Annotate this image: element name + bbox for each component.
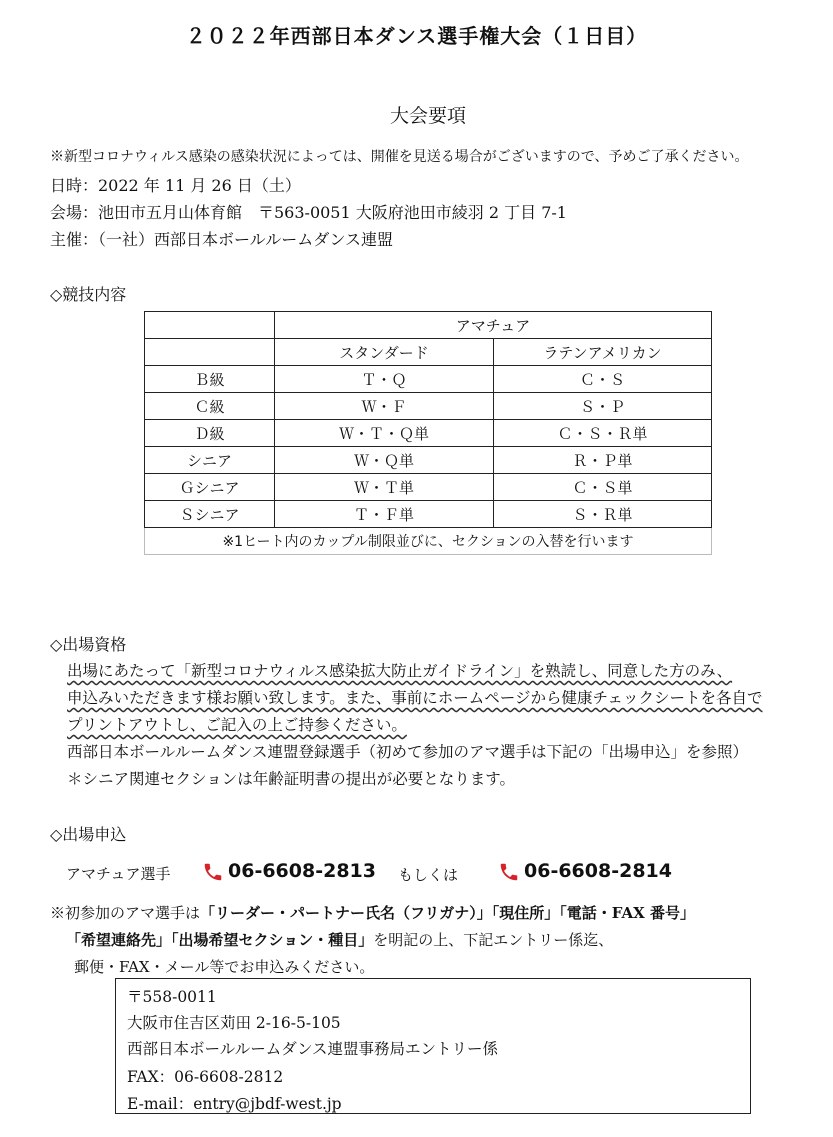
latin-cell: Ｃ・Ｓ単	[494, 474, 712, 501]
competition-heading: ◇競技内容	[50, 285, 127, 304]
standard-header-cell: スタンダード	[275, 339, 494, 366]
table-note: ※1ヒート内のカップル制限並びに、セクションの入替を行います	[145, 528, 712, 555]
standard-cell: Ｔ・Ｆ単	[275, 501, 494, 528]
requirements-suffix: を明記の上、下記エントリー係迄、	[373, 931, 614, 949]
event-venue: 会場：池田市五月山体育館 〒563-0051 大阪府池田市綾羽 2 丁目 7-1	[50, 203, 567, 222]
class-cell: Ｇシニア	[145, 474, 275, 501]
page-subtitle: 大会要項	[389, 105, 466, 127]
address-box	[115, 978, 751, 1114]
latin-cell: Ｓ・Ｒ単	[494, 501, 712, 528]
table-header-row	[145, 312, 712, 339]
group-header-cell: アマチュア	[275, 312, 712, 339]
requirements-prefix: ※初参加のアマ選手は	[50, 904, 201, 922]
standard-cell: Ｗ・Ｔ・Ｑ単	[275, 420, 494, 447]
covid-notice: ※新型コロナウィルス感染の感染状況によっては、開催を見送る場合がございますので、予めご了承ください。	[50, 149, 749, 165]
table-row	[145, 501, 712, 528]
eligibility-line-3: プリントアウトし、ご記入の上ご持参ください。	[67, 716, 407, 734]
table-row	[145, 393, 712, 420]
event-organizer: 主催：（一社）西部日本ボールルームダンス連盟	[50, 230, 393, 249]
phone-number-1[interactable]: 06-6608-2813	[228, 860, 376, 882]
requirements-line-2	[66, 929, 613, 950]
table-subheader-row	[145, 339, 712, 366]
requirements-fields-1: 「リーダー・パートナー氏名（フリガナ）」「現住所」「電話・FAX 番号」	[200, 904, 696, 922]
address-fax: FAX：06-6608-2812	[127, 1068, 284, 1086]
requirements-line-1	[50, 902, 695, 923]
empty-subheader-cell	[145, 339, 275, 366]
or-text: もしくは	[398, 866, 459, 884]
table-row	[145, 447, 712, 474]
latin-cell: Ｃ・Ｓ・Ｒ単	[494, 420, 712, 447]
address-postal: 〒558-0011	[127, 988, 217, 1006]
phone-label: アマチュア選手	[66, 865, 171, 883]
table-row	[145, 420, 712, 447]
event-date: 日時：2022 年 11 月 26 日（土）	[50, 176, 301, 195]
table-row	[145, 474, 712, 501]
class-cell: Ｓシニア	[145, 501, 275, 528]
eligibility-heading: ◇出場資格	[50, 635, 127, 654]
table-note-row	[145, 528, 712, 555]
latin-cell: Ｃ・Ｓ	[494, 366, 712, 393]
eligibility-line-1: 出場にあたって「新型コロナウィルス感染拡大防止ガイドライン」を熟読し、同意した方のみ、	[67, 662, 733, 680]
address-office: 西部日本ボールルームダンス連盟事務局エントリー係	[127, 1040, 498, 1058]
requirements-line-3: 郵便・FAX・メール等でお申込みください。	[74, 958, 375, 976]
standard-cell: Ｔ・Ｑ	[275, 366, 494, 393]
phone-number-2[interactable]: 06-6608-2814	[524, 860, 672, 882]
standard-cell: Ｗ・Ｆ	[275, 393, 494, 420]
eligibility-line-5: ＊シニア関連セクションは年齢証明書の提出が必要となります。	[67, 770, 515, 788]
application-heading: ◇出場申込	[50, 825, 127, 844]
address-email[interactable]: E-mail：entry@jbdf-west.jp	[127, 1095, 342, 1113]
requirements-fields-2: 「希望連絡先」「出場希望セクション・種目」	[66, 931, 374, 949]
address-street: 大阪市住吉区苅田 2-16-5-105	[127, 1014, 341, 1032]
phone-icon	[498, 861, 520, 883]
empty-header-cell	[145, 312, 275, 339]
page-title: ２０２２年西部日本ダンス選手権大会（１日目）	[185, 24, 648, 48]
competition-table	[144, 311, 712, 555]
latin-cell: Ｒ・Ｐ単	[494, 447, 712, 474]
standard-cell: Ｗ・Ｔ単	[275, 474, 494, 501]
latin-header-cell: ラテンアメリカン	[494, 339, 712, 366]
phone-icon	[202, 861, 224, 883]
eligibility-line-2: 申込みいただきます様お願い致します。また、事前にホームページから健康チェックシートを各自で	[67, 689, 763, 707]
eligibility-line-4: 西部日本ボールルームダンス連盟登録選手（初めて参加のアマ選手は下記の「出場申込」を参照）	[67, 743, 748, 761]
class-cell: Ｃ級	[145, 393, 275, 420]
standard-cell: Ｗ・Ｑ単	[275, 447, 494, 474]
table-row	[145, 366, 712, 393]
class-cell: Ｄ級	[145, 420, 275, 447]
latin-cell: Ｓ・Ｐ	[494, 393, 712, 420]
class-cell: シニア	[145, 447, 275, 474]
class-cell: Ｂ級	[145, 366, 275, 393]
